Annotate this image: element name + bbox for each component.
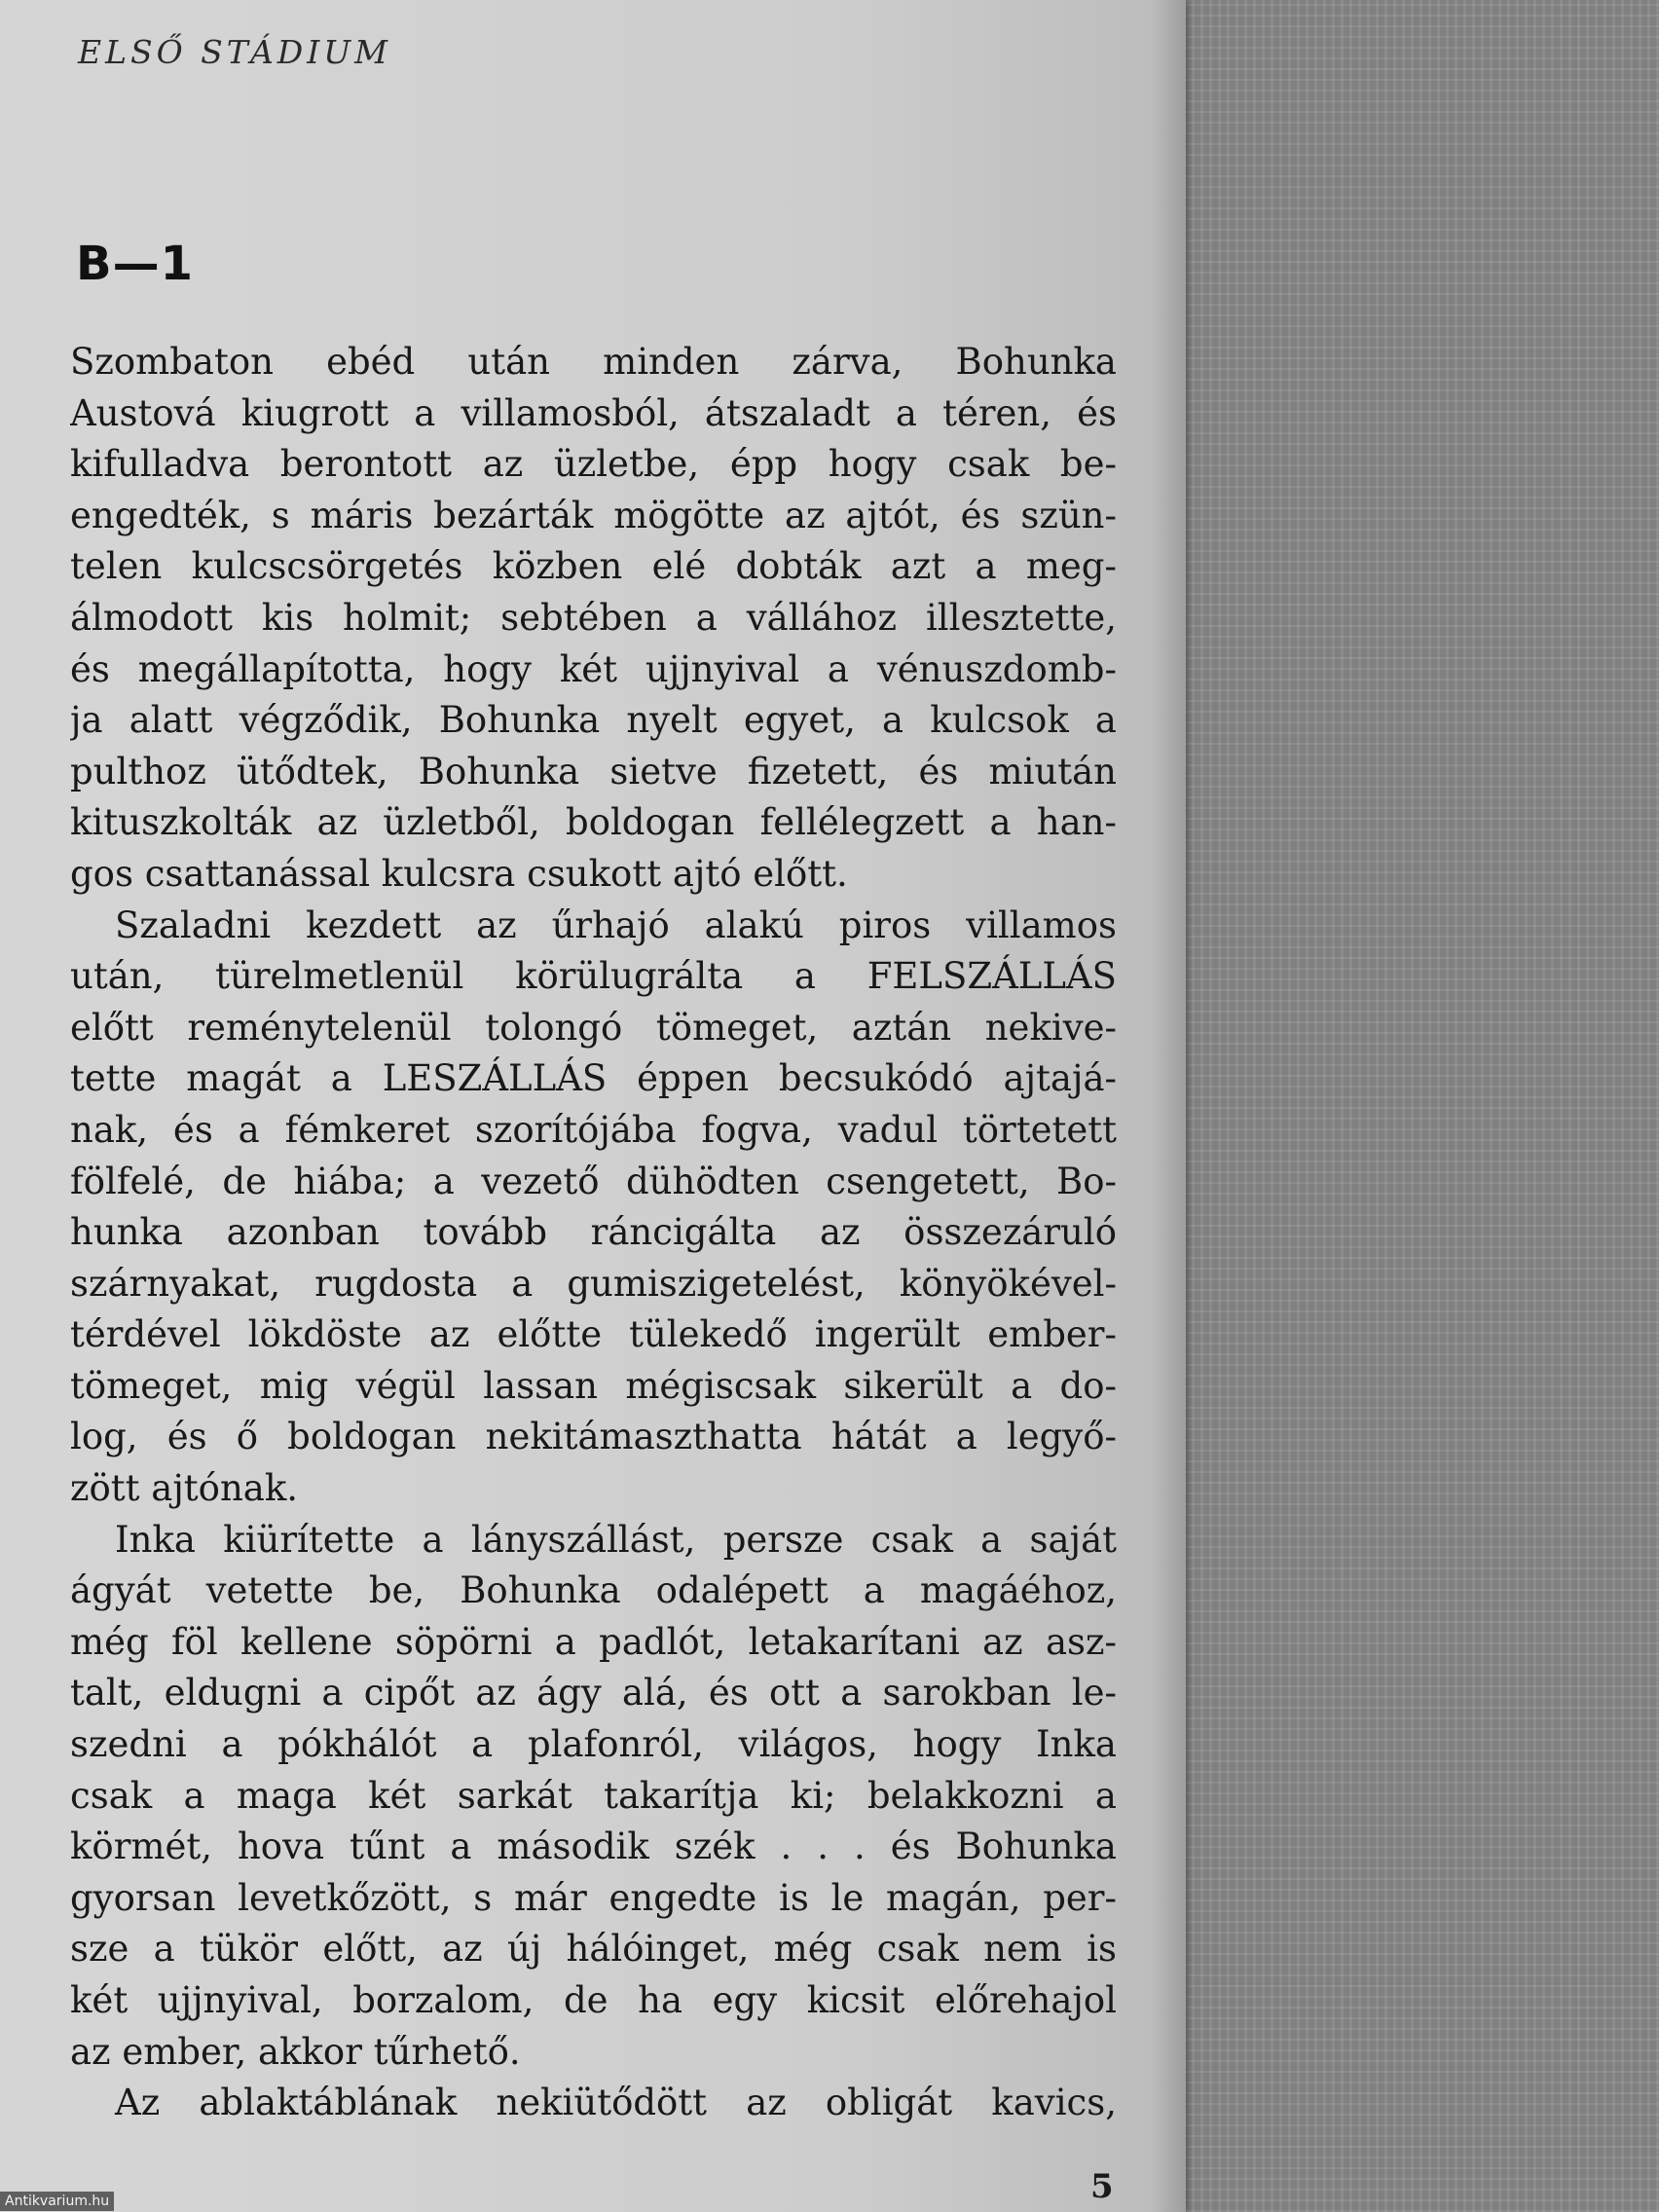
- text-line: talt, eldugni a cipőt az ágy alá, és ott a sarokban le-: [70, 1672, 1117, 1714]
- text-line: körmét, hova tűnt a második szék . . . és Bohunka: [70, 1825, 1117, 1868]
- page-number: 5: [1090, 2167, 1114, 2206]
- text-line: kituszkolták az üzletből, boldogan fellélegzett a han-: [70, 801, 1117, 844]
- text-line: kifulladva berontott az üzletbe, épp hogy csak be-: [70, 443, 1117, 486]
- text-line: térdével lökdöste az előtte tülekedő ingerült ember-: [70, 1313, 1117, 1356]
- text-line: után, türelmetlenül körülugrálta a FELSZÁLLÁS: [70, 955, 1117, 998]
- chapter-title: B—1: [76, 237, 194, 291]
- text-line: nak, és a fémkeret szorítójába fogva, vadul törtetett: [70, 1108, 1117, 1151]
- text-line: szedni a pókhálót a plafonról, világos, hogy Inka: [70, 1723, 1117, 1766]
- text-line: engedték, s máris bezárták mögötte az ajtót, és szün-: [70, 494, 1117, 536]
- text-line: még föl kellene söpörni a padlót, letakarítani az asz-: [70, 1620, 1117, 1663]
- text-line: ágyát vetette be, Bohunka odalépett a magáéhoz,: [70, 1569, 1117, 1612]
- text-line: Szombaton ebéd után minden zárva, Bohunka: [70, 341, 1117, 383]
- text-line: ja alatt végződik, Bohunka nyelt egyet, a kulcsok a: [70, 699, 1117, 742]
- watermark: Antikvarium.hu: [0, 2192, 114, 2211]
- text-line: az ember, akkor tűrhető.: [70, 2030, 521, 2073]
- text-line: sze a tükör előtt, az új hálóinget, még csak nem is: [70, 1928, 1117, 1971]
- text-line: log, és ő boldogan nekitámaszthatta hátát a legyő-: [70, 1416, 1117, 1458]
- text-line: előtt reménytelenül tolongó tömeget, aztán nekive-: [70, 1006, 1117, 1049]
- text-line: szárnyakat, rugdosta a gumiszigetelést, könyökével-: [70, 1262, 1117, 1305]
- text-line: gyorsan levetkőzött, s már engedte is le magán, per-: [70, 1876, 1117, 1919]
- text-line: fölfelé, de hiába; a vezető dühödten csengetett, Bo-: [70, 1160, 1117, 1202]
- body-text: [70, 337, 1117, 2129]
- text-line: telen kulcscsörgetés közben elé dobták azt a meg-: [70, 545, 1117, 588]
- text-line: Inka kiürítette a lányszállást, persze csak a saját: [115, 1518, 1117, 1561]
- text-line: álmodott kis holmit; sebtében a vállához illesztette,: [70, 596, 1117, 639]
- text-line: két ujjnyival, borzalom, de ha egy kicsit előrehajol: [70, 1979, 1117, 2021]
- text-line: és megállapította, hogy két ujjnyival a vénuszdomb-: [70, 647, 1117, 690]
- text-line: gos csattanással kulcsra csukott ajtó előtt.: [70, 852, 848, 895]
- text-line: hunka azonban tovább ráncigálta az összezáruló: [70, 1211, 1117, 1254]
- text-line: Az ablaktáblának nekiütődött az obligát kavics,: [115, 2082, 1117, 2124]
- text-line: zött ajtónak.: [70, 1467, 299, 1510]
- text-line: tette magát a LESZÁLLÁS éppen becsukódó ajtajá-: [70, 1057, 1117, 1100]
- background-surface: [1183, 0, 1659, 2212]
- text-line: Szaladni kezdett az űrhajó alakú piros villamos: [115, 903, 1117, 946]
- text-line: tömeget, mig végül lassan mégiscsak sikerült a do-: [70, 1364, 1117, 1407]
- running-header: ELSŐ STÁDIUM: [78, 33, 391, 71]
- text-line: pulthoz ütődtek, Bohunka sietve fizetett, és miután: [70, 750, 1117, 793]
- text-line: csak a maga két sarkát takarítja ki; belakkozni a: [70, 1774, 1117, 1817]
- text-line: Austová kiugrott a villamosból, átszaladt a téren, és: [70, 391, 1117, 434]
